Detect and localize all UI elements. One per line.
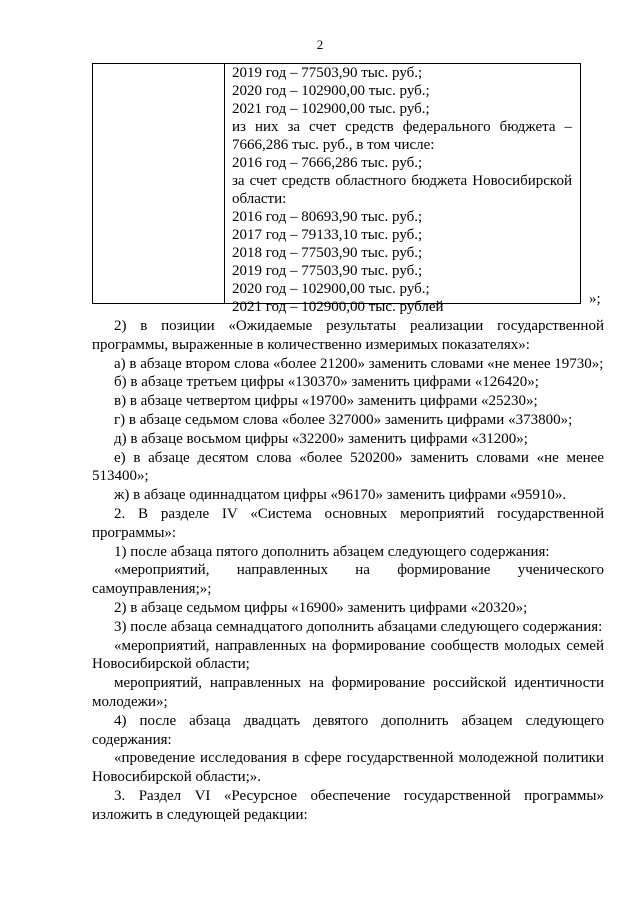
paragraph-line: 2) в абзаце седьмом цифры «16900» заменить цифрами «20320»; [114,599,528,616]
paragraph-line: «мероприятий, направленных на формирование сообществ молодых семей [114,637,604,654]
table-line: 2021 год – 102900,00 тыс. рублей [232,299,444,315]
document-body [92,317,604,825]
paragraph-line: 1) после абзаца пятого дополнить абзацем следующего содержания: [114,543,550,560]
paragraph-line: ж) в абзаце одиннадцатом цифры «96170» заменить цифрами «95910». [114,487,567,504]
table-line: 2016 год – 80693,90 тыс. руб.; [232,209,423,225]
paragraph-line: самоуправления;»; [92,581,212,598]
paragraph-line: изложить в следующей редакции: [92,806,308,823]
page-number: 2 [316,37,324,52]
table-line: 2019 год – 77503,90 тыс. руб.; [232,65,423,81]
paragraph-line: б) в абзаце третьем цифры «130370» заменить цифрами «126420»; [114,374,539,391]
table-line: 2016 год – 7666,286 тыс. руб.; [232,155,423,171]
table-line: 2018 год – 77503,90 тыс. руб.; [232,245,423,261]
paragraph-line: а) в абзаце втором слова «более 21200» заменить словами «не менее 19730»; [114,355,604,372]
paragraph-line: 2) в позиции «Ожидаемые результаты реализации государственной [114,318,604,334]
paragraph-line: 513400»; [92,468,149,485]
paragraph-line: Новосибирской области;». [92,769,262,786]
paragraph-line: программы, выраженные в количественно измеримых показателях»: [92,336,530,353]
paragraph-line: в) в абзаце четвертом цифры «19700» заменить цифрами «25230»; [114,393,538,410]
table-closing-mark: »; [589,291,601,307]
table-line: из них за счет средств федерального бюджета – [232,119,572,135]
table-right-column [232,64,572,316]
table-line: 2020 год – 102900,00 тыс. руб.; [232,281,430,297]
table-line: за счет средств областного бюджета Новосибирской [232,173,572,189]
paragraph-line: содержания: [92,731,172,748]
table-line: 2020 год – 102900,00 тыс. руб.; [232,83,430,99]
funding-table [92,63,581,315]
paragraph-line: молодежи»; [92,693,168,710]
paragraph-line: Новосибирской области; [92,656,250,673]
table-line: области: [232,191,287,207]
table-column-divider [224,64,225,303]
paragraph-line: е) в абзаце десятом слова «более 520200» заменить словами «не менее [114,449,604,466]
table-line: 2019 год – 77503,90 тыс. руб.; [232,263,423,279]
paragraph-line: 3. Раздел VI «Ресурсное обеспечение государственной программы» [114,787,604,804]
paragraph-line: 3) после абзаца семнадцатого дополнить абзацами следующего содержания: [114,618,603,635]
table-line: 2021 год – 102900,00 тыс. руб.; [232,101,430,117]
paragraph-line: д) в абзаце восьмом цифры «32200» заменить цифрами «31200»; [114,430,528,447]
paragraph-line: «мероприятий, направленных на формирование ученического [114,562,604,579]
table-line: 7666,286 тыс. руб., в том числе: [232,137,435,153]
paragraph-line: 2. В разделе IV «Система основных мероприятий государственной [114,505,604,522]
paragraph-line: программы»: [92,524,177,541]
paragraph-line: мероприятий, направленных на формирование российской идентичности [114,675,604,692]
paragraph-line: г) в абзаце седьмом слова «более 327000» заменить цифрами «373800»; [114,411,573,428]
paragraph-line: 4) после абзаца двадцать девятого дополнить абзацем следующего [114,712,604,729]
table-line: 2017 год – 79133,10 тыс. руб.; [232,227,423,243]
paragraph-line: «проведение исследования в сфере государственной молодежной политики [114,750,604,767]
